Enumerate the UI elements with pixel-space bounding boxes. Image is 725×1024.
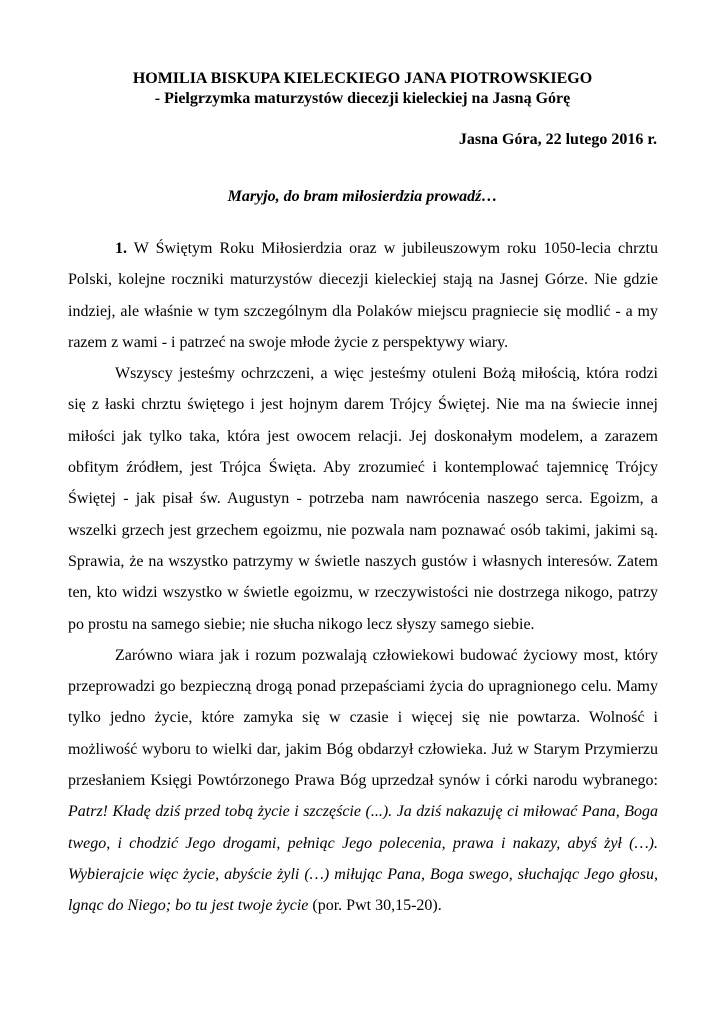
homily-body xyxy=(68,233,658,922)
place-date-line: Jasna Góra, 22 lutego 2016 r. xyxy=(458,131,657,148)
paragraph-1 xyxy=(68,233,658,358)
paragraph-3-text: Zarówno wiara jak i rozum pozwalają człowiekowi budować życiowy most, który przeprowadzi go bezpieczną drogą ponad przepaściami życia do upragnionego celu. Mamy tylko jedno życie, które zamyka się w czasie i więcej się nie powtarza. Wolność i możliwość wyboru to wielki dar, jakim Bóg obdarzył człowieka. Już w Starym Przymierzu przesłaniem Księgi Powtórzonego Prawa Bóg uprzedzał synów i córki narodu wybranego: xyxy=(68,646,658,790)
scripture-quote: Patrz! Kładę dziś przed tobą życie i szczęście (...). Ja dziś nakazuję ci miłować Pana, Boga twego, i chodzić Jego drogami, pełniąc Jego polecenia, prawa i nakazy, abyś żył (…). Wybierajcie więc życie, abyście żyli (…) miłując Pana, Boga swego, słuchając Jego głosu, lgnąc do Niego; bo tu jest twoje życie xyxy=(68,803,658,915)
paragraph-2: Wszyscy jesteśmy ochrzczeni, a więc jesteśmy otuleni Bożą miłością, która rodzi się z łaski chrztu świętego i jest hojnym darem Trójcy Świętej. Nie ma na świecie innej miłości jak tylko taka, która jest owocem relacji. Jej doskonałym modelem, a zarazem obfitym źródłem, jest Trójca Święta. Aby zrozumieć i kontemplować tajemnicę Trójcy Świętej - jak pisał św. Augustyn - potrzeba nam nawrócenia naszego serca. Egoizm, a wszelki grzech jest grzechem egoizmu, nie pozwala nam poznawać osób takimi, jakimi są. Sprawia, że na wszystko patrzymy w świetle naszych gustów i własnych interesów. Zatem ten, kto widzi wszystko w świetle egoizmu, w rzeczywistości nie dostrzega nikogo, patrzy po prostu na samego siebie; nie słucha nikogo lecz słyszy samego siebie. xyxy=(68,365,658,633)
scripture-citation: (por. Pwt 30,15-20). xyxy=(308,897,442,915)
homily-subtitle: - Pielgrzymka maturzystów diecezji kieleckiej na Jasną Górę xyxy=(154,90,571,107)
paragraph-3 xyxy=(68,640,658,922)
section-number: 1. xyxy=(115,240,127,257)
homily-motto: Maryjo, do bram miłosierdzia prowadź… xyxy=(227,188,498,205)
homily-title: HOMILIA BISKUPA KIELECKIEGO JANA PIOTROWSKIEGO xyxy=(132,70,593,87)
paragraph-1-text: W Świętym Roku Miłosierdzia oraz w jubileuszowym roku 1050-lecia chrztu Polski, kolejne roczniki maturzystów diecezji kieleckiej stają na Jasnej Górze. Nie gdzie indziej, ale właśnie w tym szczególnym dla Polaków miejscu pragniecie się modlić - a my razem z wami - i patrzeć na swoje młode życie z perspektywy wiary. xyxy=(68,240,658,351)
